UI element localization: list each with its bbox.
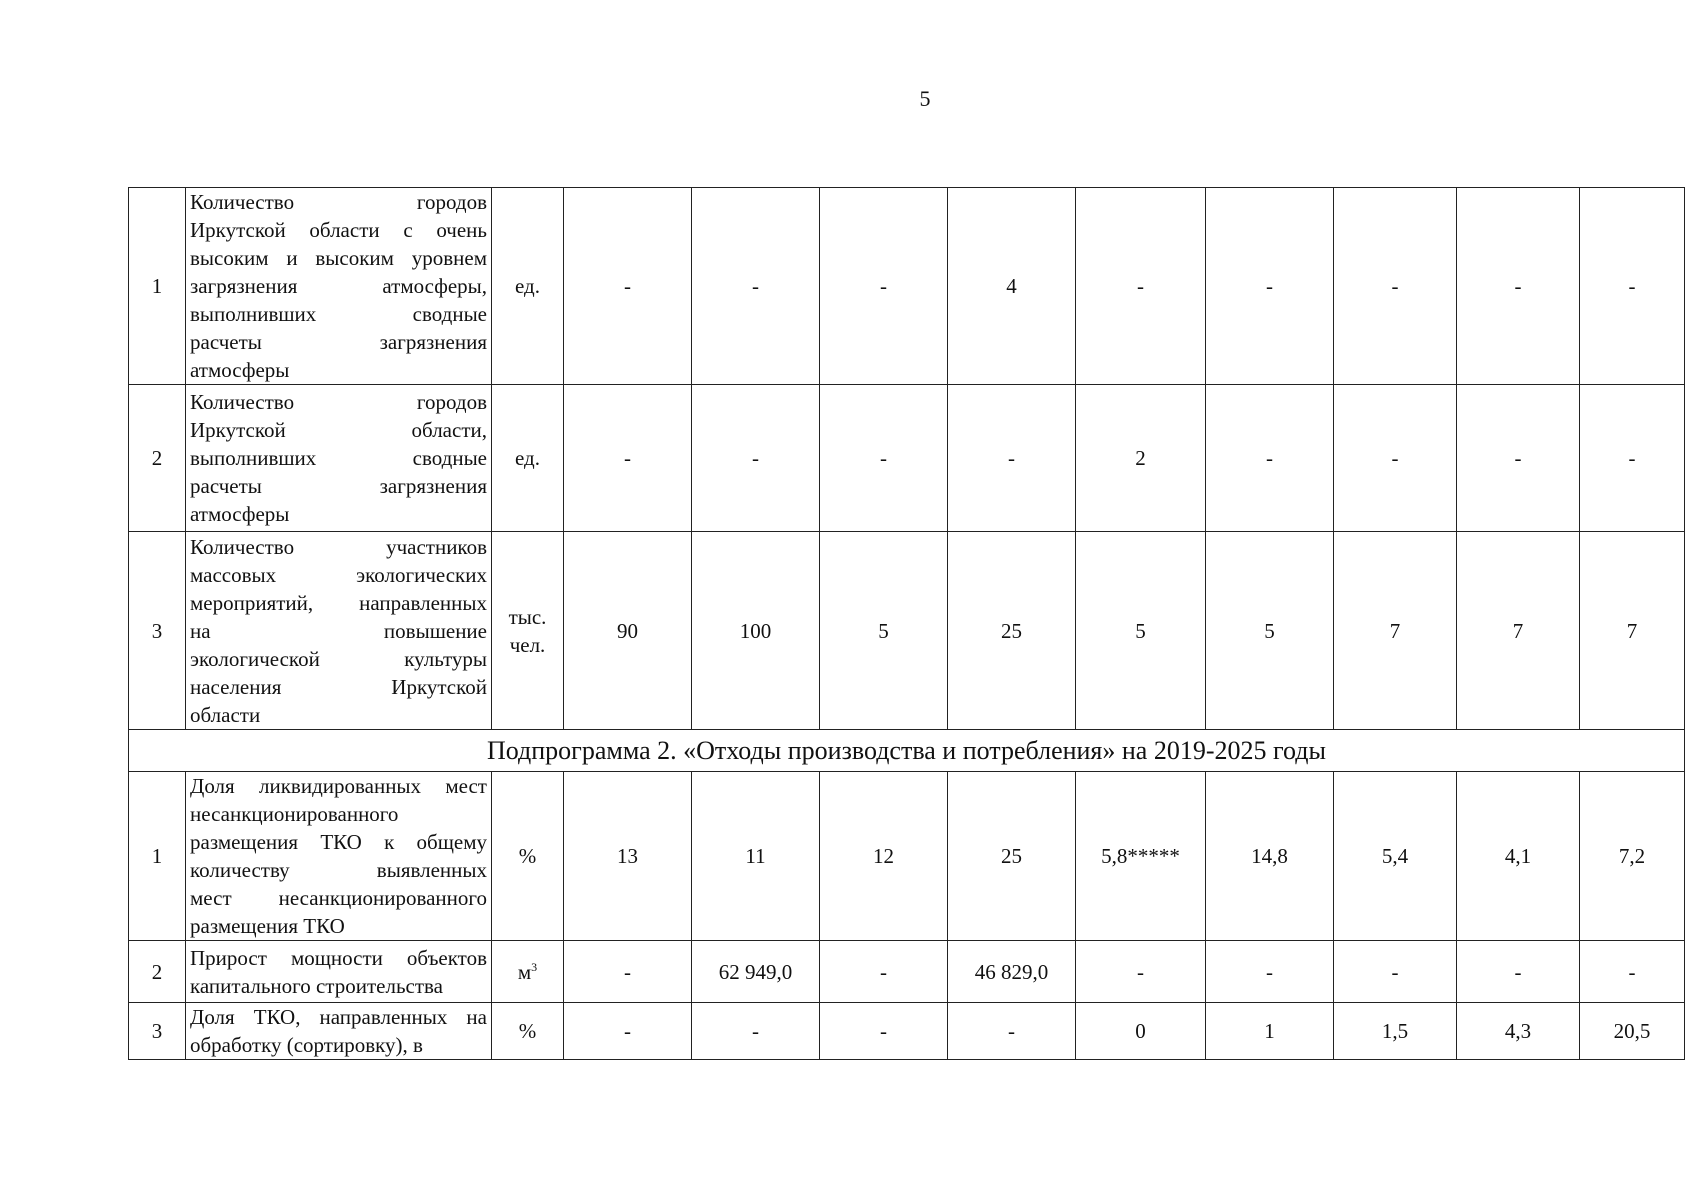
indicator-name: Доля ТКО, направленных на обработку (сортировку), в bbox=[186, 1003, 492, 1060]
indicator-name: Количество участников массовых экологических мероприятий, направленных на повышение экологической культуры населения Иркутской области bbox=[186, 532, 492, 730]
value-cell: - bbox=[820, 941, 948, 1003]
value-cell: 20,5 bbox=[1580, 1003, 1685, 1060]
value-cell: 11 bbox=[692, 772, 820, 941]
value-cell: 5,8***** bbox=[1076, 772, 1206, 941]
value-cell: - bbox=[948, 1003, 1076, 1060]
row-number: 2 bbox=[129, 385, 186, 532]
value-cell: 2 bbox=[1076, 385, 1206, 532]
row-number: 3 bbox=[129, 532, 186, 730]
value-cell: 25 bbox=[948, 532, 1076, 730]
value-cell: - bbox=[564, 941, 692, 1003]
indicator-name: Доля ликвидированных мест несанкционированного размещения ТКО к общему количеству выявленных мест несанкционированного размещения ТКО bbox=[186, 772, 492, 941]
row-number: 3 bbox=[129, 1003, 186, 1060]
value-cell: 7 bbox=[1334, 532, 1457, 730]
value-cell: - bbox=[1206, 385, 1334, 532]
subprogram-heading-row bbox=[129, 730, 1685, 772]
value-cell: 1 bbox=[1206, 1003, 1334, 1060]
value-cell: - bbox=[820, 1003, 948, 1060]
table-row bbox=[129, 385, 1685, 532]
table-row bbox=[129, 188, 1685, 385]
value-cell: - bbox=[820, 188, 948, 385]
indicator-name: Прирост мощности объектов капитального строительства bbox=[186, 941, 492, 1003]
value-cell: 0 bbox=[1076, 1003, 1206, 1060]
row-number: 1 bbox=[129, 772, 186, 941]
value-cell: - bbox=[1076, 941, 1206, 1003]
value-cell: 25 bbox=[948, 772, 1076, 941]
unit-cell: ед. bbox=[492, 385, 564, 532]
unit-cell: ед. bbox=[492, 188, 564, 385]
value-cell: - bbox=[1457, 188, 1580, 385]
row-number: 2 bbox=[129, 941, 186, 1003]
page-number: 5 bbox=[919, 86, 931, 111]
value-cell: 46 829,0 bbox=[948, 941, 1076, 1003]
value-cell: - bbox=[692, 1003, 820, 1060]
indicators-table bbox=[128, 187, 1685, 1060]
value-cell: - bbox=[948, 385, 1076, 532]
value-cell: 12 bbox=[820, 772, 948, 941]
table-row bbox=[129, 772, 1685, 941]
value-cell: 5 bbox=[1206, 532, 1334, 730]
value-cell: - bbox=[1334, 941, 1457, 1003]
value-cell: 4,3 bbox=[1457, 1003, 1580, 1060]
value-cell: 14,8 bbox=[1206, 772, 1334, 941]
table-row bbox=[129, 941, 1685, 1003]
value-cell: 5 bbox=[1076, 532, 1206, 730]
value-cell: 7,2 bbox=[1580, 772, 1685, 941]
value-cell: 4 bbox=[948, 188, 1076, 385]
value-cell: - bbox=[564, 385, 692, 532]
value-cell: - bbox=[692, 188, 820, 385]
value-cell: 7 bbox=[1580, 532, 1685, 730]
unit-cell: % bbox=[492, 772, 564, 941]
unit-cell: тыс. чел. bbox=[492, 532, 564, 730]
value-cell: - bbox=[1334, 188, 1457, 385]
value-cell: - bbox=[1076, 188, 1206, 385]
value-cell: - bbox=[1580, 385, 1685, 532]
indicator-name: Количество городов Иркутской области, выполнивших сводные расчеты загрязнения атмосферы bbox=[186, 385, 492, 532]
indicator-name: Количество городов Иркутской области с очень высоким и высоким уровнем загрязнения атмосферы, выполнивших сводные расчеты загрязнения атмосферы bbox=[186, 188, 492, 385]
value-cell: - bbox=[1206, 188, 1334, 385]
value-cell: 100 bbox=[692, 532, 820, 730]
value-cell: 5 bbox=[820, 532, 948, 730]
table-row bbox=[129, 1003, 1685, 1060]
value-cell: 7 bbox=[1457, 532, 1580, 730]
value-cell: 13 bbox=[564, 772, 692, 941]
value-cell: - bbox=[1580, 188, 1685, 385]
value-cell: - bbox=[564, 1003, 692, 1060]
value-cell: 5,4 bbox=[1334, 772, 1457, 941]
value-cell: 90 bbox=[564, 532, 692, 730]
value-cell: - bbox=[564, 188, 692, 385]
value-cell: - bbox=[820, 385, 948, 532]
value-cell: 1,5 bbox=[1334, 1003, 1457, 1060]
row-number: 1 bbox=[129, 188, 186, 385]
value-cell: - bbox=[1580, 941, 1685, 1003]
value-cell: - bbox=[1457, 941, 1580, 1003]
subprogram-title: Подпрограмма 2. «Отходы производства и потребления» на 2019-2025 годы bbox=[129, 730, 1685, 772]
value-cell: - bbox=[1457, 385, 1580, 532]
unit-cell: % bbox=[492, 1003, 564, 1060]
value-cell: 62 949,0 bbox=[692, 941, 820, 1003]
value-cell: 4,1 bbox=[1457, 772, 1580, 941]
value-cell: - bbox=[692, 385, 820, 532]
value-cell: - bbox=[1334, 385, 1457, 532]
table-row bbox=[129, 532, 1685, 730]
unit-cell: $м^3$ bbox=[492, 941, 564, 1003]
value-cell: - bbox=[1206, 941, 1334, 1003]
